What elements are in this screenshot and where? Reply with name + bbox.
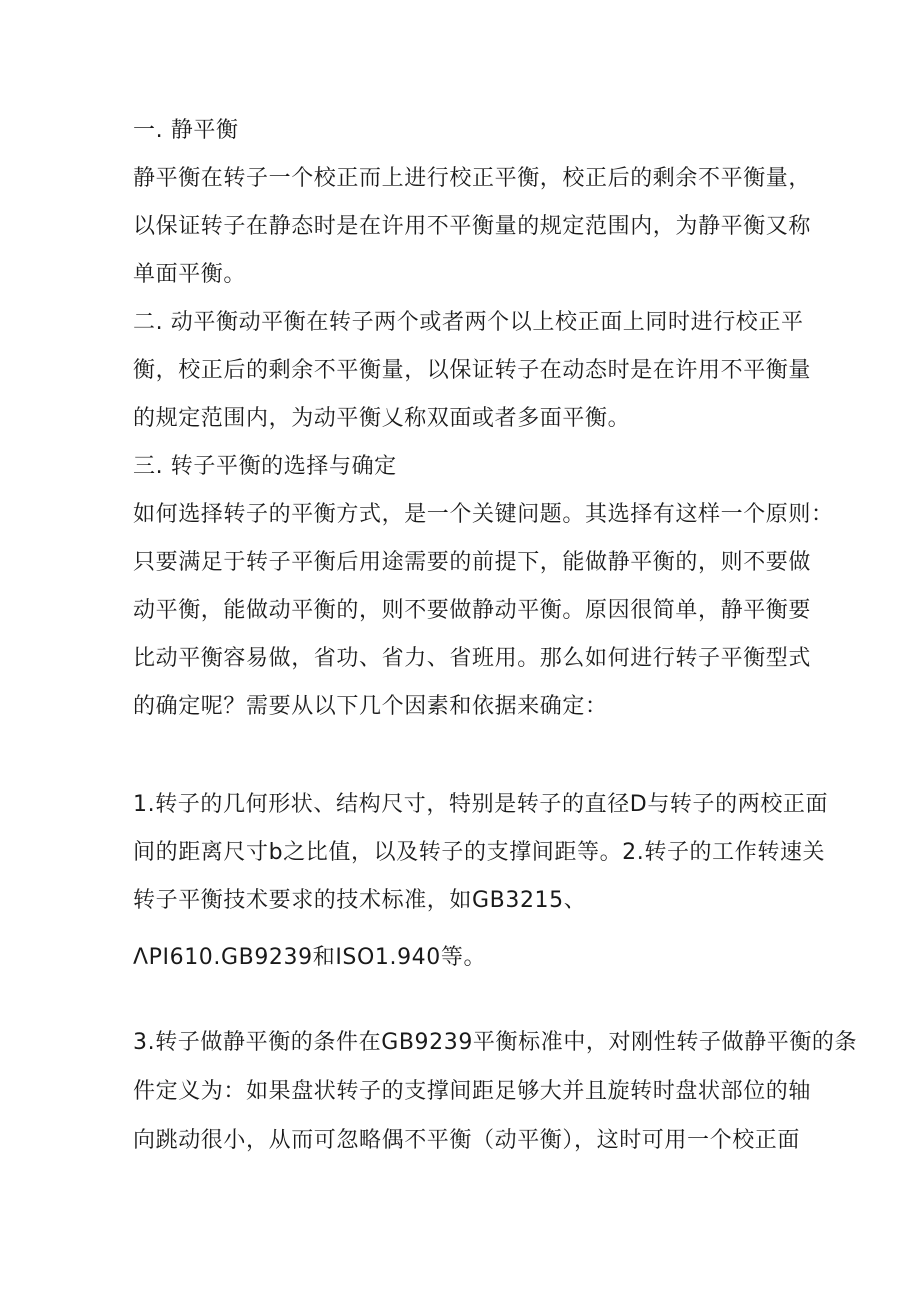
list-item-1-line: 1.转子的几何形状、结构尺寸，特别是转子的直径D与转子的两校正面 — [133, 792, 829, 817]
list-item-2-line: 转子平衡技术要求的技术标准，如GB3215、 — [133, 888, 587, 913]
paragraph-line: 静平衡在转子一个校正而上进行校正平衡，校正后的剩余不平衡量， — [133, 166, 812, 191]
paragraph-line: 如何选择转子的平衡方式，是一个关键问题。其选择有这样一个原则： — [133, 502, 834, 527]
list-item-3-line: 件定义为：如果盘状转子的支撑间距足够大并且旋转时盘状部位的轴 — [133, 1079, 812, 1104]
paragraph-line: 单面平衡。 — [133, 262, 247, 287]
heading-dynamic-balance: 二. 动平衡动平衡在转子两个或者两个以上校正面上同时进行校正平 — [133, 310, 804, 335]
paragraph-line: 衡，校正后的剩余不平衡量，以保证转子在动态时是在许用不平衡量 — [133, 358, 812, 383]
paragraph-line: 的确定呢？需要从以下几个因素和依据来确定： — [133, 694, 608, 719]
heading-selection: 三. 转子平衡的选择与确定 — [133, 454, 397, 479]
heading-static-balance: 一. 静平衡 — [133, 118, 239, 143]
paragraph-line: 只要满足于转子平衡后用途需要的前提下，能做静平衡的，则不要做 — [133, 550, 812, 575]
paragraph-line: 的规定范围内，为动平衡乂称双面或者多面平衡。 — [133, 406, 631, 431]
list-item-2-line: ΛPI610.GB9239和ISO1.940等。 — [133, 945, 487, 970]
paragraph-line: 以保证转子在静态时是在许用不平衡量的规定范围内，为静平衡又称 — [133, 214, 812, 239]
list-item-3-line: 3.转子做静平衡的条件在GB9239平衡标准中，对刚性转子做静平衡的条 — [133, 1030, 858, 1055]
list-item-1-line: 间的距离尺寸b之比值，以及转子的支撑间距等。2.转子的工作转速关 — [133, 840, 826, 865]
paragraph-line: 比动平衡容易做，省功、省力、省班用。那么如何进行转子平衡型式 — [133, 646, 812, 671]
list-item-3-line: 向跳动很小，从而可忽略偶不平衡（动平衡），这时可用一个校正面 — [133, 1128, 801, 1153]
paragraph-line: 动平衡，能做动平衡的，则不要做静动平衡。原因很简单，静平衡要 — [133, 598, 812, 623]
